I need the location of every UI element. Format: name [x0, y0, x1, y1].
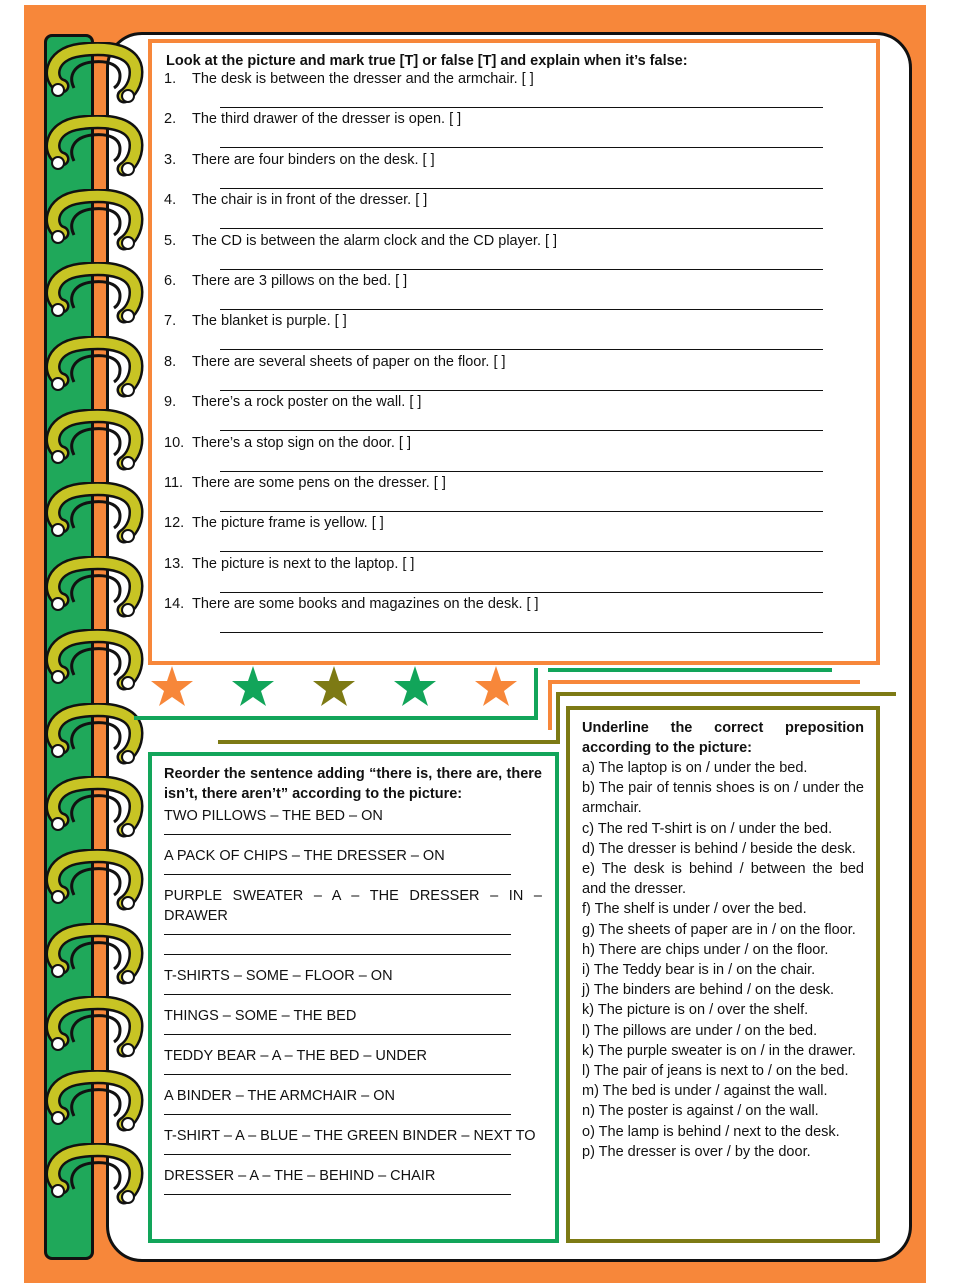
- spiral-ring-icon: [40, 409, 160, 471]
- preposition-item: p) The dresser is over / by the door.: [582, 1143, 811, 1160]
- green-star-icon: [231, 664, 275, 708]
- preposition-item: b) The pair of tennis shoes is on / under the armchair.: [582, 780, 864, 817]
- reorder-item: [164, 1126, 542, 1166]
- answer-line[interactable]: [164, 1114, 511, 1115]
- answer-line[interactable]: [220, 551, 823, 552]
- preposition-item: h) There are chips under / on the floor.: [582, 941, 829, 958]
- item-number: 2.: [164, 111, 177, 128]
- preposition-item: a) The laptop is on / under the bed.: [582, 760, 808, 776]
- olive-divider-strip: [556, 692, 896, 696]
- olive-divider-strip: [556, 692, 560, 744]
- green-divider-strip: [548, 668, 832, 672]
- spiral-ring-icon: [40, 1070, 160, 1132]
- answer-line[interactable]: [220, 632, 823, 633]
- orange-star-icon: [474, 664, 518, 708]
- item-number: 12.: [164, 515, 185, 532]
- true-false-list: [164, 71, 824, 636]
- item-number: 7.: [164, 313, 177, 330]
- item-statement: There’s a rock poster on the wall. [ ]: [192, 394, 422, 411]
- answer-line[interactable]: [164, 1194, 511, 1195]
- item-statement: The picture frame is yellow. [ ]: [192, 515, 384, 532]
- item-statement: There’s a stop sign on the door. [ ]: [192, 434, 411, 451]
- reorder-item: [164, 1046, 542, 1086]
- reorder-item: [164, 1166, 542, 1206]
- spiral-ring-icon: [40, 42, 160, 104]
- true-false-item: [164, 71, 824, 111]
- spiral-ring-icon: [40, 556, 160, 618]
- answer-line[interactable]: [164, 1074, 511, 1075]
- reorder-item: [164, 846, 542, 886]
- item-statement: The desk is between the dresser and the armchair. [ ]: [192, 71, 534, 87]
- item-statement: The CD is between the alarm clock and the CD player. [ ]: [192, 232, 558, 249]
- reorder-words: TWO PILLOWS – THE BED – ON: [164, 808, 383, 824]
- item-number: 11.: [164, 474, 184, 491]
- preposition-item: o) The lamp is behind / next to the desk.: [582, 1123, 840, 1140]
- prepositions-title: Underline the correct preposition according to the picture:: [582, 720, 864, 756]
- true-false-item: [164, 475, 824, 515]
- true-false-item: [164, 394, 824, 434]
- reorder-words: THINGS – SOME – THE BED: [164, 1008, 357, 1024]
- spiral-ring-icon: [40, 703, 160, 765]
- item-number: 1.: [164, 71, 177, 87]
- reorder-item: [164, 1006, 542, 1046]
- answer-line[interactable]: [220, 390, 823, 391]
- green-star-icon: [393, 664, 437, 708]
- answer-line[interactable]: [164, 1154, 511, 1155]
- preposition-item: m) The bed is under / against the wall.: [582, 1083, 828, 1100]
- item-number: 6.: [164, 272, 177, 289]
- item-number: 10.: [164, 434, 185, 451]
- item-number: 9.: [164, 394, 177, 411]
- answer-line[interactable]: [220, 592, 823, 593]
- reorder-item: [164, 1086, 542, 1126]
- reorder-words: DRESSER – A – THE – BEHIND – CHAIR: [164, 1168, 436, 1184]
- item-statement: The chair is in front of the dresser. [ ]: [192, 192, 428, 209]
- answer-line[interactable]: [220, 471, 823, 472]
- answer-line[interactable]: [220, 147, 823, 148]
- spiral-ring-icon: [40, 482, 160, 544]
- true-false-item: [164, 152, 824, 192]
- preposition-item: d) The dresser is behind / beside the desk.: [582, 840, 856, 857]
- item-number: 4.: [164, 192, 177, 209]
- item-statement: There are four binders on the desk. [ ]: [192, 151, 435, 168]
- green-divider-strip: [134, 716, 538, 720]
- item-number: 14.: [164, 596, 185, 613]
- true-false-item: [164, 233, 824, 273]
- reorder-title: Reorder the sentence adding “there is, there are, there isn’t, there aren’t” according to the picture:: [164, 766, 542, 802]
- answer-line[interactable]: [164, 834, 511, 835]
- true-false-item: [164, 435, 824, 475]
- answer-line[interactable]: [220, 107, 823, 108]
- spiral-ring-icon: [40, 923, 160, 985]
- answer-line[interactable]: [164, 874, 511, 875]
- spiral-ring-icon: [40, 336, 160, 398]
- item-number: 13.: [164, 555, 185, 572]
- item-statement: There are some books and magazines on the desk. [ ]: [192, 596, 539, 613]
- reorder-words: A BINDER – THE ARMCHAIR – ON: [164, 1088, 395, 1104]
- preposition-item: l) The pillows are under / on the bed.: [582, 1022, 818, 1039]
- reorder-words: PURPLE SWEATER – A – THE DRESSER – IN – DRAWER: [164, 888, 542, 924]
- spiral-ring-icon: [40, 1143, 160, 1205]
- spiral-ring-icon: [40, 115, 160, 177]
- preposition-item: g) The sheets of paper are in / on the floor.: [582, 921, 856, 938]
- true-false-item: [164, 313, 824, 353]
- reorder-words: TEDDY BEAR – A – THE BED – UNDER: [164, 1048, 427, 1064]
- reorder-section: [148, 752, 559, 1243]
- preposition-item: j) The binders are behind / on the desk.: [582, 982, 835, 999]
- true-false-section: [148, 39, 880, 665]
- preposition-item: e) The desk is behind / between the bed and the dresser.: [582, 861, 864, 898]
- prepositions-section: [566, 706, 880, 1243]
- prepositions-list: [582, 758, 864, 1162]
- preposition-item: i) The Teddy bear is in / on the chair.: [582, 962, 816, 979]
- preposition-item: k) The picture is on / over the shelf.: [582, 1002, 809, 1019]
- orange-divider-strip: [552, 680, 860, 684]
- spiral-ring-icon: [40, 262, 160, 324]
- item-statement: There are some pens on the dresser. [ ]: [192, 474, 446, 491]
- true-false-item: [164, 515, 824, 555]
- reorder-words: A PACK OF CHIPS – THE DRESSER – ON: [164, 848, 445, 864]
- answer-line[interactable]: [220, 349, 823, 350]
- spiral-ring-icon: [40, 996, 160, 1058]
- reorder-words: T-SHIRTS – SOME – FLOOR – ON: [164, 968, 393, 984]
- orange-star-icon: [150, 664, 194, 708]
- olive-divider-strip: [218, 740, 560, 744]
- item-statement: The blanket is purple. [ ]: [192, 313, 347, 330]
- true-false-title: Look at the picture and mark true [T] or false [T] and explain when it’s false:: [166, 53, 688, 69]
- preposition-item: c) The red T-shirt is on / under the bed.: [582, 820, 833, 837]
- answer-line[interactable]: [164, 934, 511, 935]
- answer-line[interactable]: [164, 994, 511, 995]
- item-statement: There are several sheets of paper on the floor. [ ]: [192, 353, 506, 370]
- spiral-ring-icon: [40, 776, 160, 838]
- answer-line[interactable]: [220, 228, 823, 229]
- answer-line[interactable]: [220, 269, 823, 270]
- preposition-item: f) The shelf is under / over the bed.: [582, 901, 807, 918]
- spiral-ring-icon: [40, 849, 160, 911]
- reorder-item: [164, 966, 542, 1006]
- answer-line[interactable]: [164, 1034, 511, 1035]
- item-statement: There are 3 pillows on the bed. [ ]: [192, 272, 408, 289]
- item-number: 5.: [164, 232, 177, 249]
- preposition-item: l) The pair of jeans is next to / on the bed.: [582, 1063, 849, 1080]
- reorder-item: [164, 806, 542, 846]
- answer-line[interactable]: [220, 430, 823, 431]
- answer-line[interactable]: [220, 188, 823, 189]
- spiral-ring-icon: [40, 189, 160, 251]
- answer-line[interactable]: [220, 309, 823, 310]
- true-false-item: [164, 192, 824, 232]
- item-statement: The picture is next to the laptop. [ ]: [192, 555, 415, 572]
- green-divider-strip: [534, 668, 538, 720]
- reorder-words: T-SHIRT – A – BLUE – THE GREEN BINDER – NEXT TO: [164, 1128, 536, 1144]
- item-number: 8.: [164, 353, 177, 370]
- reorder-item: [164, 886, 542, 966]
- true-false-item: [164, 354, 824, 394]
- answer-line[interactable]: [164, 954, 511, 955]
- preposition-item: n) The poster is against / on the wall.: [582, 1103, 819, 1120]
- spiral-ring-icon: [40, 629, 160, 691]
- true-false-item: [164, 596, 824, 636]
- answer-line[interactable]: [220, 511, 823, 512]
- orange-divider-strip: [548, 680, 552, 730]
- item-statement: The third drawer of the dresser is open. [ ]: [192, 111, 462, 128]
- true-false-item: [164, 556, 824, 596]
- olive-star-icon: [312, 664, 356, 708]
- true-false-item: [164, 111, 824, 151]
- reorder-list: [164, 806, 542, 1206]
- item-number: 3.: [164, 151, 177, 168]
- preposition-item: k) The purple sweater is on / in the drawer.: [582, 1042, 856, 1059]
- true-false-item: [164, 273, 824, 313]
